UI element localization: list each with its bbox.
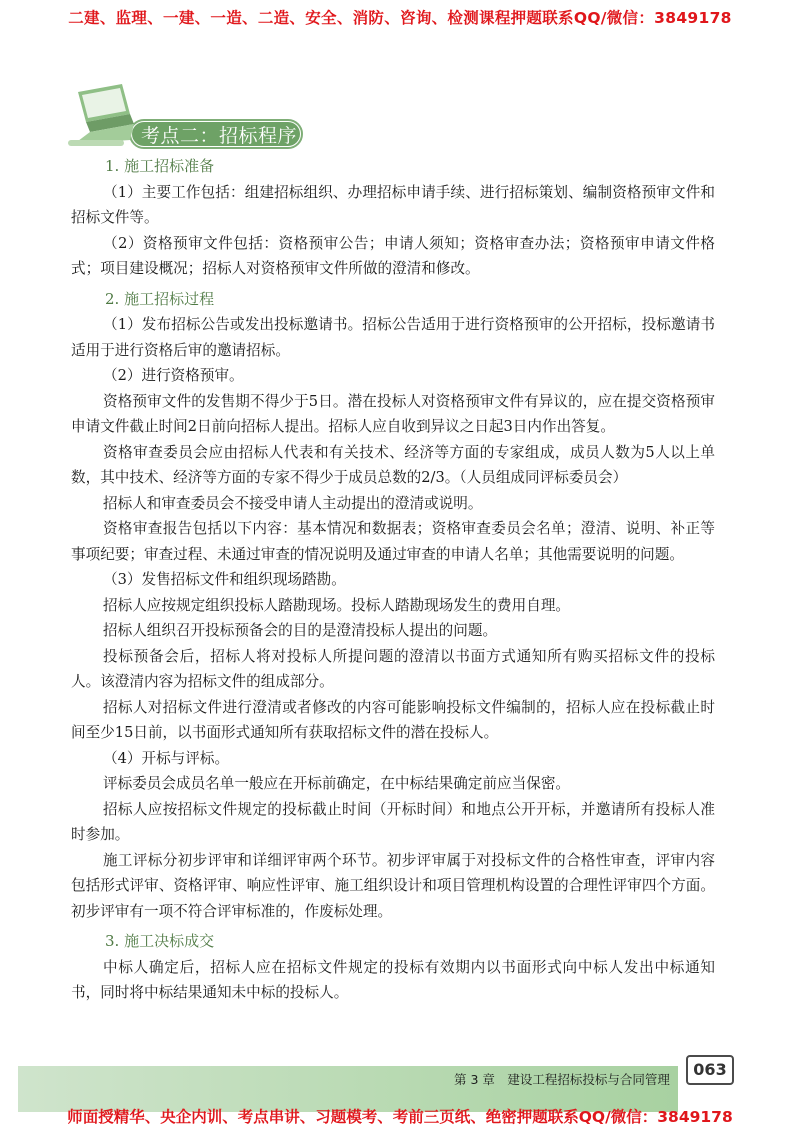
paragraph: 招标人和审查委员会不接受申请人主动提出的澄清或说明。	[103, 494, 483, 512]
paragraph: 招标人应按招标文件规定的投标截止时间（开标时间）和地点公开开标，并邀请所有投标人准时参加。	[71, 800, 715, 843]
paragraph: 中标人确定后，招标人应在招标文件规定的投标有效期内以书面形式向中标人发出中标通知书，同时将中标结果通知未中标的投标人。	[71, 958, 715, 1001]
list-item: （2）资格预审文件包括：资格预审公告；申请人须知；资格审查办法；资格预审申请文件格式；项目建设概况；招标人对资格预审文件所做的澄清和修改。	[71, 234, 715, 277]
list-item: （1）主要工作包括：组建招标组织、办理招标申请手续、进行招标策划、编制资格预审文件和招标文件等。	[71, 183, 715, 226]
paragraph: 施工评标分初步评审和详细评审两个环节。初步评审属于对投标文件的合格性审查，评审内容包括形式评审、资格评审、响应性评审、施工组织设计和项目管理机构设置的合理性评审四个方面。初步评审有一项不符合评审标准的，作废标处理。	[71, 851, 715, 920]
footer-chapter-title: 第 3 章 建设工程招标投标与合同管理	[454, 1072, 670, 1087]
paragraph: 资格审查报告包括以下内容：基本情况和数据表；资格审查委员会名单；澄清、说明、补正等事项纪要；审查过程、未通过审查的情况说明及通过审查的申请人名单；其他需要说明的问题。	[71, 520, 715, 563]
paragraph: 评标委员会成员名单一般应在开标前确定，在中标结果确定前应当保密。	[103, 775, 571, 792]
bottom-promo-banner: 师面授精华、央企内训、考点串讲、习题模考、考前三页纸、绝密押题联系QQ/微信：3849178	[67, 1108, 733, 1126]
paragraph: 资格审查委员会应由招标人代表和有关技术、经济等方面的专家组成，成员人数为5人以上单数，其中技术、经济等方面的专家不得少于成员总数的2/3。（人员组成同评标委员会）	[71, 443, 715, 486]
subsection-heading: 2. 施工招标过程	[105, 289, 215, 308]
paragraph: 招标人应按规定组织投标人踏勘现场。投标人踏勘现场发生的费用自理。	[103, 596, 571, 614]
top-promo-banner: 二建、监理、一建、一造、二造、安全、消防、咨询、检测课程押题联系QQ/微信：3849178	[68, 9, 732, 27]
subsection-heading: 3. 施工决标成交	[105, 932, 215, 950]
paragraph: 资格预审文件的发售期不得少于5日。潜在投标人对资格预审文件有异议的，应在提交资格预审申请文件截止时间2日前向招标人提出。招标人应自收到异议之日起3日内作出答复。	[71, 392, 715, 435]
section-title: 考点二：招标程序	[141, 125, 298, 147]
list-item: （3）发售招标文件和组织现场踏勘。	[103, 571, 346, 588]
paragraph: 招标人对招标文件进行澄清或者修改的内容可能影响投标文件编制的，招标人应在投标截止时间至少15日前，以书面形式通知所有获取招标文件的潜在投标人。	[71, 698, 715, 741]
list-item: （2）进行资格预审。	[103, 367, 244, 384]
computer-icon	[68, 84, 134, 146]
paragraph: 招标人组织召开投标预备会的目的是澄清投标人提出的问题。	[103, 622, 498, 639]
page-number: 063	[686, 1055, 734, 1085]
paragraph: 投标预备会后，招标人将对投标人所提问题的澄清以书面方式通知所有购买招标文件的投标人。该澄清内容为招标文件的组成部分。	[71, 647, 715, 690]
subsection-heading: 1. 施工招标准备	[105, 157, 215, 175]
list-item: （1）发布招标公告或发出投标邀请书。招标公告适用于进行资格预审的公开招标，投标邀请书适用于进行资格后审的邀请招标。	[71, 316, 715, 359]
body-content	[71, 154, 715, 1006]
list-item: （4）开标与评标。	[103, 749, 230, 767]
